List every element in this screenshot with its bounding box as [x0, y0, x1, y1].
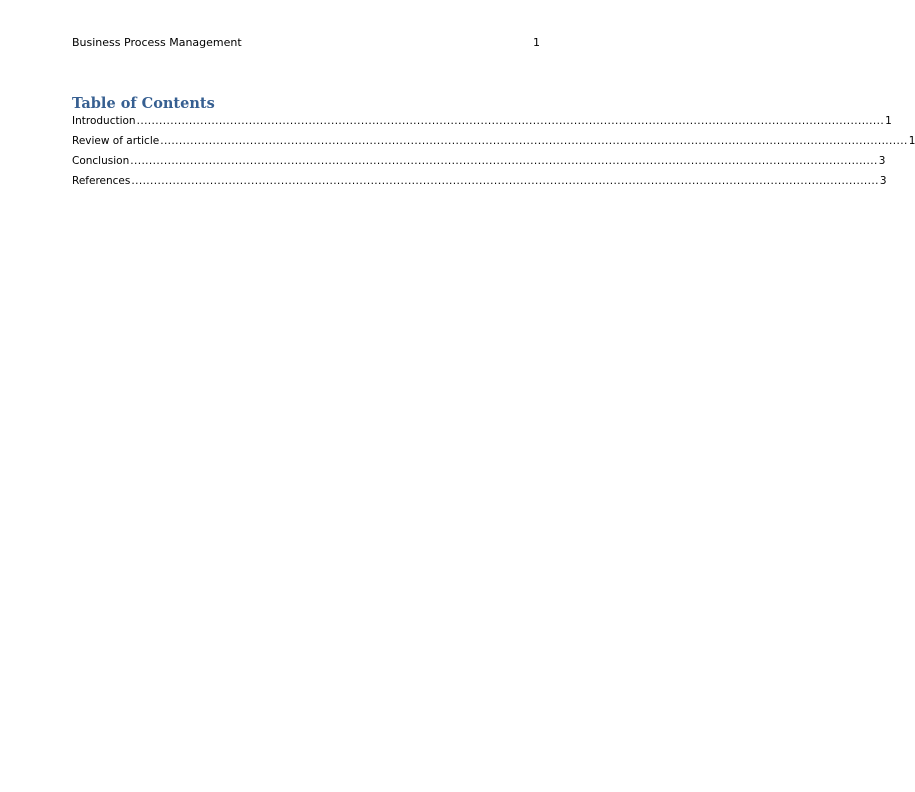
toc-entry-references[interactable]: [72, 173, 887, 193]
toc-entry-page: 1: [885, 115, 892, 127]
toc-entry-page: 1: [908, 135, 915, 147]
page-header: [72, 35, 540, 51]
toc-dot-leader: ........................................................................................................................................................................................................: [160, 135, 908, 147]
toc-dot-leader: ........................................................................................................................................................................................................: [136, 115, 885, 127]
toc-entry-label: Review of article: [72, 135, 160, 147]
toc-dot-leader: ........................................................................................................................................................................................................: [131, 175, 879, 187]
header-title: Business Process Management: [72, 36, 242, 49]
toc-entry-page: 3: [878, 155, 886, 167]
toc-entry-label: References: [72, 175, 131, 187]
toc-entry-label: Conclusion: [72, 155, 130, 167]
header-page-number: 1: [533, 36, 540, 49]
toc-list: [72, 113, 915, 193]
toc-dot-leader: ........................................................................................................................................................................................................: [130, 155, 878, 167]
toc-entry-introduction[interactable]: [72, 113, 892, 133]
toc-entry-review-of-article[interactable]: [72, 133, 915, 153]
toc-entry-label: Introduction: [72, 115, 136, 127]
toc-entry-page: 3: [879, 175, 887, 187]
toc-entry-conclusion[interactable]: [72, 153, 886, 173]
toc-heading: Table of Contents: [72, 95, 215, 112]
